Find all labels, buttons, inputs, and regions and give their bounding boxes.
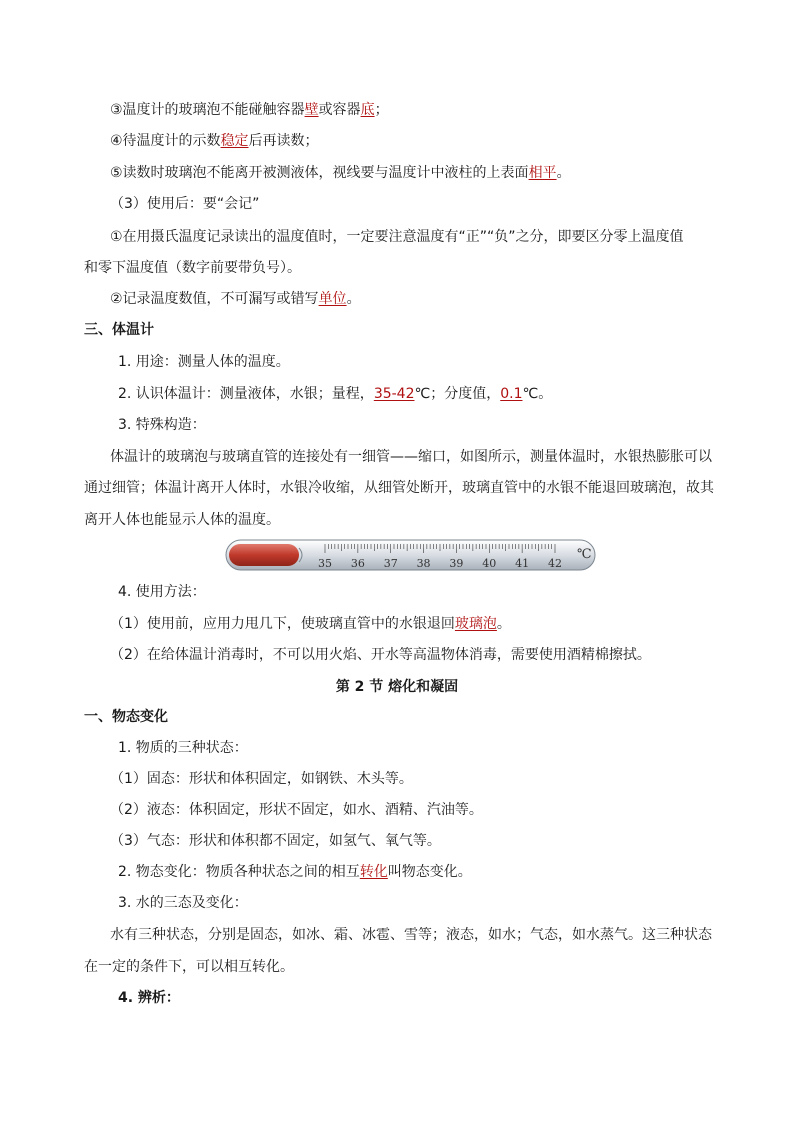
key-term: 底 bbox=[360, 102, 375, 118]
text-run: ①在用摄氏温度记录读出的温度值时，一定要注意温度有“正”“负”之分，即要区分零上温度值 bbox=[110, 229, 684, 245]
text-run: ③温度计的玻璃泡不能碰触容器 bbox=[110, 102, 305, 118]
text-run: 一、物态变化 bbox=[84, 709, 168, 725]
key-term: 35-42 bbox=[373, 386, 415, 402]
text-run: 后再读数； bbox=[248, 133, 319, 149]
text-run: 1. 物质的三种状态： bbox=[118, 740, 248, 756]
key-term: 0.1 bbox=[500, 386, 523, 402]
text-line-l28 bbox=[0, 988, 794, 1008]
key-term: 单位 bbox=[318, 291, 347, 307]
text-run: ②记录温度数值，不可漏写或错写 bbox=[110, 291, 319, 307]
text-line-l1 bbox=[0, 100, 794, 120]
scale-label: 39 bbox=[449, 557, 464, 570]
text-line-l12 bbox=[0, 447, 794, 467]
key-term: 玻璃泡 bbox=[454, 616, 497, 632]
text-line-l16 bbox=[0, 614, 794, 634]
unit-label: ℃ bbox=[577, 547, 592, 562]
text-run: （3）气态：形状和体积都不固定，如氢气、氧气等。 bbox=[110, 833, 441, 849]
text-run: （2）液态：体积固定，形状不固定，如水、酒精、汽油等。 bbox=[110, 802, 483, 818]
text-run: 三、体温计 bbox=[84, 322, 154, 338]
text-line-l2 bbox=[0, 131, 794, 151]
text-run: 在一定的条件下，可以相互转化。 bbox=[84, 959, 294, 975]
scale-label: 38 bbox=[416, 557, 431, 570]
text-line-l18 bbox=[0, 677, 794, 697]
text-run: ④待温度计的示数 bbox=[110, 133, 221, 149]
text-run: 第 2 节 熔化和凝固 bbox=[335, 679, 459, 695]
text-run: 2. 物态变化：物质各种状态之间的相互 bbox=[118, 864, 360, 880]
text-line-l21 bbox=[0, 769, 794, 789]
text-line-l25 bbox=[0, 893, 794, 913]
text-run: 体温计的玻璃泡与玻璃直管的连接处有一细管——缩口，如图所示，测量体温时，水银热膨胀可以 bbox=[110, 449, 712, 465]
text-run: ⑤读数时玻璃泡不能离开被测液体，视线要与温度计中液柱的上表面 bbox=[110, 165, 529, 181]
thermometer-figure bbox=[225, 536, 597, 574]
text-run: ℃；分度值， bbox=[414, 386, 501, 402]
key-term: 稳定 bbox=[220, 133, 249, 149]
text-line-l19 bbox=[0, 707, 794, 727]
key-term: 转化 bbox=[359, 864, 388, 880]
text-line-l17 bbox=[0, 645, 794, 665]
text-run: 4. 辨析： bbox=[118, 990, 180, 1006]
scale-label: 37 bbox=[383, 557, 398, 570]
text-run: （1）固态：形状和体积固定，如钢铁、木头等。 bbox=[110, 771, 413, 787]
mercury-column bbox=[291, 553, 292, 557]
text-line-l14 bbox=[0, 510, 794, 530]
text-line-l13 bbox=[0, 478, 794, 498]
text-line-l4 bbox=[0, 194, 794, 214]
text-run: 离开人体也能显示人体的温度。 bbox=[84, 512, 280, 528]
text-line-l8 bbox=[0, 320, 794, 340]
scale-label: 35 bbox=[318, 557, 332, 570]
text-line-l9 bbox=[0, 352, 794, 372]
text-line-l24 bbox=[0, 862, 794, 882]
text-line-l10 bbox=[0, 384, 794, 404]
text-run: 通过细管；体温计离开人体时，水银冷收缩，从细管处断开，玻璃直管中的水银不能退回玻璃泡，故其 bbox=[84, 480, 714, 496]
text-run: 。 bbox=[556, 165, 571, 181]
text-line-l22 bbox=[0, 800, 794, 820]
text-line-l23 bbox=[0, 831, 794, 851]
text-line-l20 bbox=[0, 738, 794, 758]
text-run: 或容器 bbox=[318, 102, 361, 118]
text-run: 水有三种状态，分别是固态，如冰、霜、冰雹、雪等；液态，如水；气态，如水蒸气。这三种状态 bbox=[110, 927, 712, 943]
key-term: 壁 bbox=[304, 102, 319, 118]
text-run: ℃。 bbox=[522, 386, 553, 402]
text-run: 3. 特殊构造： bbox=[118, 417, 206, 433]
mercury-bulb bbox=[229, 544, 299, 566]
scale-label: 36 bbox=[350, 557, 365, 570]
scale-label: 40 bbox=[482, 557, 497, 570]
text-run: ； bbox=[374, 102, 389, 118]
text-line-l27 bbox=[0, 957, 794, 977]
text-line-l5 bbox=[0, 227, 794, 247]
text-line-l26 bbox=[0, 925, 794, 945]
text-line-l11 bbox=[0, 415, 794, 435]
key-term: 相平 bbox=[528, 165, 557, 181]
text-run: 3. 水的三态及变化： bbox=[118, 895, 248, 911]
text-line-l15 bbox=[0, 582, 794, 602]
scale-label: 41 bbox=[515, 557, 530, 570]
text-run: 和零下温度值（数字前要带负号）。 bbox=[84, 260, 301, 276]
text-line-l6 bbox=[0, 258, 794, 278]
text-run: （3）使用后：要“会记” bbox=[110, 196, 260, 212]
text-run: （2）在给体温计消毒时，不可以用火焰、开水等高温物体消毒，需要使用酒精棉擦拭。 bbox=[110, 647, 651, 663]
text-line-l7 bbox=[0, 289, 794, 309]
text-run: 。 bbox=[346, 291, 361, 307]
text-run: 。 bbox=[496, 616, 511, 632]
scale-label: 42 bbox=[548, 557, 562, 570]
text-run: 1. 用途：测量人体的温度。 bbox=[118, 354, 290, 370]
text-run: （1）使用前，应用力甩几下，使玻璃直管中的水银退回 bbox=[110, 616, 455, 632]
text-run: 叫物态变化。 bbox=[387, 864, 472, 880]
text-line-l3 bbox=[0, 163, 794, 183]
text-run: 4. 使用方法： bbox=[118, 584, 206, 600]
text-run: 2. 认识体温计：测量液体，水银；量程， bbox=[118, 386, 374, 402]
